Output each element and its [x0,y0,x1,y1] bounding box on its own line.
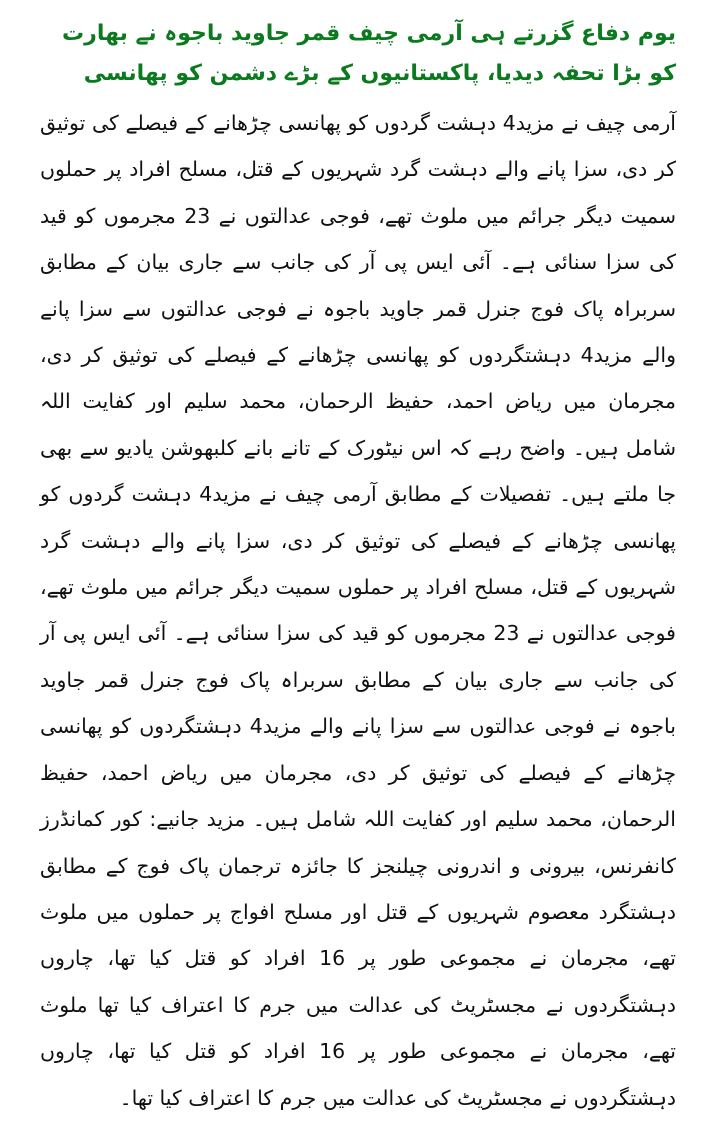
article-headline: یوم دفاع گزرتے ہی آرمی چیف قمر جاوید باجوہ نے بھارت کو بڑا تحفہ دیدیا، پاکستانیوں کے بڑے دشمن کو پھانسی [62,21,676,86]
article-body: آرمی چیف نے مزید4 دہشت گردوں کو پھانسی چڑھانے کے فیصلے کی توثیق کر دی، سزا پانے والے دہشت گرد شہریوں کے قتل، مسلح افراد پر حملوں سمیت دیگر جرائم میں ملوث تھے، فوجی عدالتوں نے 23 مجرموں کو قید کی سزا سنائی ہے۔ آئی ایس پی آر کی جانب سے جاری بیان کے مطابق سربراہ پاک فوج جنرل قمر جاوید باجوہ نے فوجی عدالتوں سے سزا پانے والے مزید4 دہشتگردوں کو پھانسی چڑھانے کے فیصلے کی توثیق کر دی، مجرمان میں ریاض احمد، حفیظ الرحمان، محمد سلیم اور کفایت اللہ شامل ہیں۔ واضح رہے کہ اس نیٹورک کے تانے بانے کلبھوشن یادیو سے بھی جا ملتے ہیں۔ تفصیلات کے مطابق آرمی چیف نے مزید4 دہشت گردوں کو پھانسی چڑھانے کے فیصلے کی توثیق کر دی، سزا پانے والے دہشت گرد شہریوں کے قتل، مسلح افراد پر حملوں سمیت دیگر جرائم میں ملوث تھے، فوجی عدالتوں نے 23 مجرموں کو قید کی سزا سنائی ہے۔ آئی ایس پی آر کی جانب سے جاری بیان کے مطابق سربراہ پاک فوج جنرل قمر جاوید باجوہ نے فوجی عدالتوں سے سزا پانے والے مزید4 دہشتگردوں کو پھانسی چڑھانے کے فیصلے کی توثیق کر دی، مجرمان میں ریاض احمد، حفیظ الرحمان، محمد سلیم اور کفایت اللہ شامل ہیں۔ مزید جانیے: کور کمانڈرز کانفرنس، بیرونی و اندرونی چیلنجز کا جائزہ ترجمان پاک فوج کے مطابق دہشتگرد معصوم شہریوں کے قتل اور مسلح افواج پر حملوں میں ملوث تھے، مجرمان نے مجموعی طور پر 16 افراد کو قتل کیا تھا، چاروں دہشتگردوں نے مجسٹریٹ کی عدالت میں جرم کا اعتراف کیا تھا ملوث تھے، مجرمان نے مجموعی طور پر 16 افراد کو قتل کیا تھا، چاروں دہشتگردوں نے مجسٹریٹ کی عدالت میں جرم کا اعتراف کیا تھا۔ [40,111,676,1110]
news-article [40,14,676,1121]
